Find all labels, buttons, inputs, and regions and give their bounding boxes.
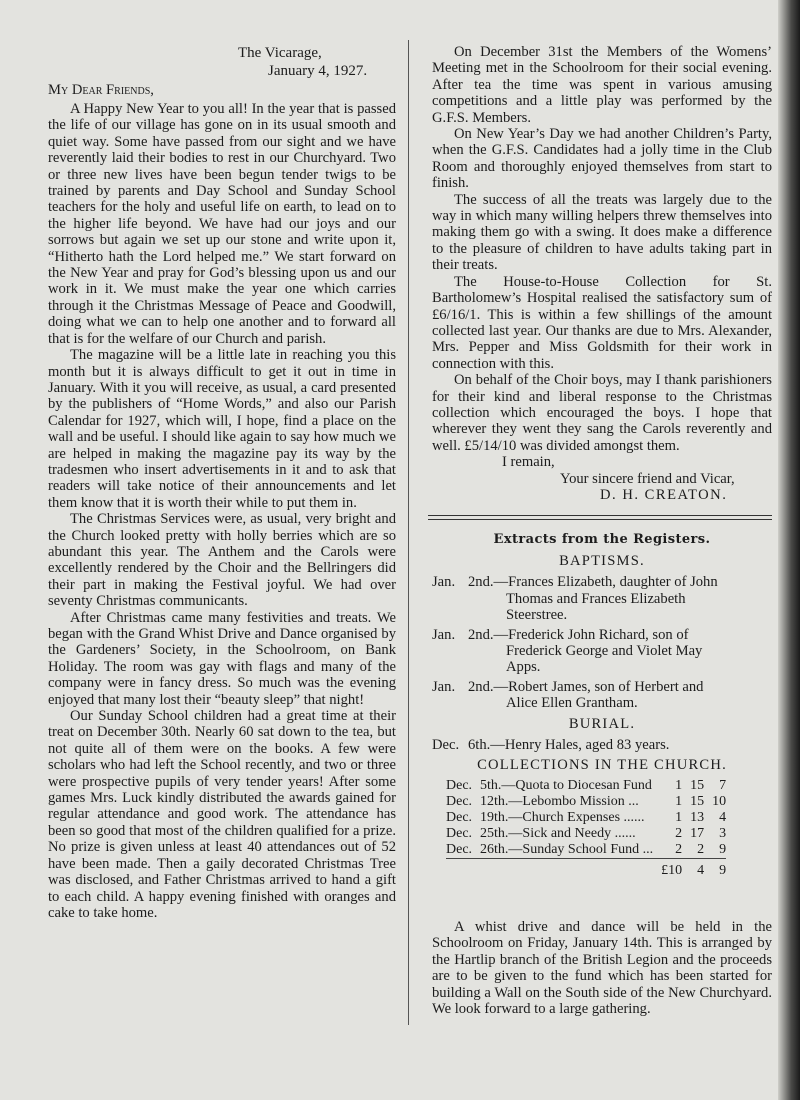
baptisms-heading: BAPTISMS. (559, 553, 645, 570)
paragraph: A Happy New Year to you all! In the year that is passed the life of our village has gone on in its usual smooth and quiet way. Some have passed from our sight and we have reverently laid their bodies to rest in our Churchyard. Two or three new lives have been begun tender twigs to be trained by parents and Day School and Sunday School teachers for the holy and useful life on earth, to lead on to the higher life beyond. We have had our joys and our sorrows but again we set up our stone and write upon it, “Hitherto hath the Lord helped me.” We start forward on the New Year and pray for God’s blessing upon us and our work in it. We must make the year one which carries through it the Christmas Message of Peace and Goodwill, doing what we can to help one another and to forward all that is for the welfare of our Church and parish. (48, 101, 396, 347)
entry-text: 2nd.—Frances Elizabeth, daughter of John (468, 574, 718, 591)
entry-month: Jan. (432, 678, 456, 695)
total-row (446, 859, 726, 880)
entry-month: Dec. (432, 736, 460, 753)
row-shillings: 17 (690, 826, 705, 842)
whist-drive-notice: A whist drive and dance will be held in the Schoolroom on Friday, January 14th. This is arranged by the Hartlip branch of the British Legion and the proceeds are to be given to the fund which has been started for building a Wall on the South side of the New Churchyard. We look forward to a large gathering. (432, 919, 772, 1018)
row-shillings: 15 (690, 794, 705, 810)
table-row (446, 810, 726, 826)
right-column (432, 44, 772, 1017)
row-shillings: 2 (697, 842, 705, 858)
entry-month: Jan. (432, 574, 456, 591)
entry-text: 2nd.—Frederick John Richard, son of (468, 626, 689, 643)
greeting: My Dear Friends, (48, 82, 154, 98)
collections-heading: COLLECTIONS IN THE CHURCH. (477, 757, 727, 774)
entry-month: Jan. (432, 626, 456, 643)
left-column (48, 44, 396, 921)
burial-entry (432, 737, 772, 753)
entry-text: 2nd.—Robert James, son of Herbert and (468, 678, 704, 695)
row-pence: 3 (719, 826, 727, 842)
row-month: Dec. (446, 778, 473, 794)
paragraph: The Christmas Services were, as usual, very bright and the Church looked pretty with holly berries which are so abundant this year. The Anthem and the Carols were excellently rendered by the Choir and the Bellringers did their part in making the Festival joyful. We had over seventy Christmas communicants. (48, 511, 396, 610)
table-row (446, 826, 726, 842)
table-row (446, 778, 726, 794)
row-month: Dec. (446, 842, 473, 858)
paragraph: On New Year’s Day we had another Children’s Party, when the G.F.S. Candidates had a jolly time in the Club Room and thoroughly enjoyed themselves from start to finish. (432, 126, 772, 192)
row-desc: 25th.—Sick and Needy ...... (480, 826, 636, 842)
total-pence: 9 (704, 859, 726, 880)
paragraph: Our Sunday School children had a great time at their treat on December 30th. Nearly 60 sat down to the tea, but not quite all of them were on the books. A few were scholars who had left the School recently, and two or three were prospective pupils of very tender years! After some games Mrs. Luck kindly distributed the awards gained for regular attendance and good work. The attendance has been so good that most of the children qualified for a prize. No prize is given unless at least 40 attendances out of 52 have been made. Then a gaily decorated Christmas Tree was disclosed, and Father Christmas arrived to hand a gift to each child. A happy evening finished with oranges and cake to take home. (48, 708, 396, 921)
row-desc: 12th.—Lebombo Mission ... (480, 794, 639, 810)
entry-text: Steerstree. (506, 607, 568, 624)
paragraph: The success of all the treats was largely due to the way in which many willing helpers threw themselves into making them go with a swing. It does make a difference to the pleasure of children to have adults taking part in their treats. (432, 191, 772, 274)
closing-vicar: Your sincere friend and Vicar, (560, 470, 735, 487)
total-shillings: 4 (682, 859, 704, 880)
baptism-entry (432, 679, 772, 712)
burial-heading: BURIAL. (568, 715, 636, 732)
row-desc: 19th.—Church Expenses ...... (480, 810, 645, 826)
row-pounds: 2 (675, 826, 683, 842)
entry-text: Frederick George and Violet May (506, 643, 703, 659)
entry-text: Alice Ellen Grantham. (506, 695, 638, 712)
row-month: Dec. (446, 810, 473, 826)
row-pence: 9 (719, 842, 727, 858)
paragraph: On December 31st the Members of the Womens’ Meeting met in the Schoolroom for their social evening. After tea the time was spent in various amusing competitions and a little play was performed by the G.F.S. Members. (432, 44, 772, 126)
row-desc: 5th.—Quota to Diocesan Fund (480, 778, 652, 794)
collections-table (446, 778, 726, 879)
row-pounds: 1 (675, 778, 683, 794)
column-divider (408, 40, 409, 1025)
row-pounds: 1 (675, 794, 683, 810)
row-pence: 10 (712, 794, 727, 810)
table-row (446, 794, 726, 810)
row-month: Dec. (446, 826, 473, 842)
page-edge-shadow (778, 0, 800, 1100)
address-line: The Vicarage, (238, 45, 322, 61)
row-shillings: 15 (690, 778, 705, 794)
total-pounds: £10 (653, 859, 682, 880)
signature: D. H. CREATON. (600, 486, 728, 503)
baptism-entry (432, 574, 772, 623)
baptism-entry (432, 627, 772, 676)
paragraph: The House-to-House Collection for St. Bartholomew’s Hospital realised the satisfactory sum of £6/16/1. This is within a few shillings of the amount collected last year. Our thanks are due to Mrs. Alexander, Mrs. Pepper and Miss Goldsmith for their work in connection with this. (432, 273, 772, 372)
entry-text: 6th.—Henry Hales, aged 83 years. (468, 736, 670, 753)
row-shillings: 13 (690, 810, 705, 826)
row-pounds: 2 (675, 842, 683, 858)
paragraph: After Christmas came many festivities and treats. We began with the Grand Whist Drive and Dance organised by the Gardeners’ Society, in the Schoolroom, on Bank Holiday. The room was gay with flags and many of the company were in fancy dress. So much was the evening enjoyed that many lost their “beauty sleep” that night! (48, 609, 396, 708)
table-row (446, 842, 726, 859)
entry-text: Thomas and Frances Elizabeth (506, 590, 686, 607)
letter-date: January 4, 1927. (268, 63, 368, 79)
row-desc: 26th.—Sunday School Fund ... (480, 842, 654, 858)
row-pounds: 1 (675, 810, 683, 826)
entry-text: Apps. (506, 659, 541, 676)
section-rule (428, 515, 772, 520)
paragraph: The magazine will be a little late in reaching you this month but it is always difficult to get it out in time in January. With it you will receive, as usual, a card presented by the publishers of “Home Words,” and also our Parish Calendar for 1927, which will, I hope, find a place on the wall and be useful. I should like again to say how much we are helped in making the magazine pay its way by the tradesmen who insert advertisements in it and to ask that readers will take notice of their announcements and let them know that it is worth their while to put them in. (48, 347, 396, 511)
paragraph: On behalf of the Choir boys, may I thank parishioners for their kind and liberal response to the Christmas collection which encouraged the boys. I hope that wherever they went they sang the Carols reverently and well. £5/14/10 was divided amongst them. (432, 372, 772, 454)
closing: I remain, (502, 454, 555, 471)
registers-title: Extracts from the Registers. (493, 532, 711, 548)
row-pence: 7 (719, 778, 727, 794)
row-month: Dec. (446, 794, 473, 810)
row-pence: 4 (719, 810, 727, 826)
